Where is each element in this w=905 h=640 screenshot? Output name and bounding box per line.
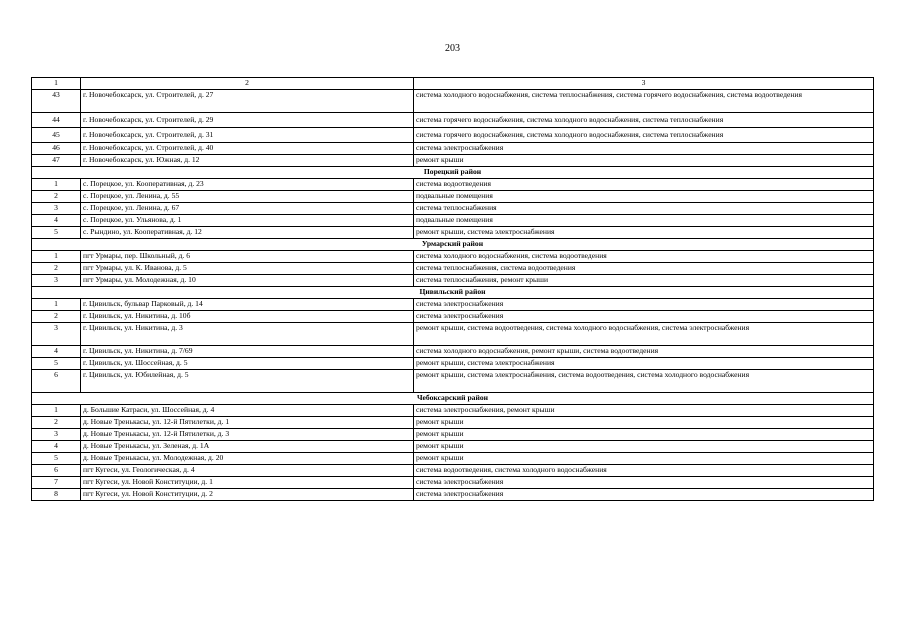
- row-address: г. Новочебоксарск, ул. Строителей, д. 31: [81, 128, 414, 143]
- row-works: система горячего водоснабжения, система холодного водоснабжения, система теплоснабжения: [414, 113, 874, 128]
- row-number: 4: [32, 346, 81, 358]
- table-row: [32, 191, 874, 203]
- row-address: с. Порецкое, ул. Ленина, д. 55: [81, 191, 414, 203]
- table-row: [32, 263, 874, 275]
- row-address: пгт Кугеси, ул. Новой Конституции, д. 1: [81, 477, 414, 489]
- row-works: ремонт крыши, система электроснабжения: [414, 358, 874, 370]
- row-works: система электроснабжения: [414, 299, 874, 311]
- section-title: Чебоксарский район: [32, 393, 874, 405]
- row-works: система электроснабжения, ремонт крыши: [414, 405, 874, 417]
- row-address: г. Цивильск, бульвар Парковый, д. 14: [81, 299, 414, 311]
- row-number: 6: [32, 465, 81, 477]
- row-address: г. Цивильск, ул. Никитина, д. 10б: [81, 311, 414, 323]
- row-works: система теплоснабжения, система водоотведения: [414, 263, 874, 275]
- row-address: с. Порецкое, ул. Ульянова, д. 1: [81, 215, 414, 227]
- table-row: [32, 275, 874, 287]
- row-works: ремонт крыши, система водоотведения, система холодного водоснабжения, система электроснабжения: [414, 323, 874, 346]
- section-title: Урмарский район: [32, 239, 874, 251]
- row-address: г. Цивильск, ул. Никитина, д. 3: [81, 323, 414, 346]
- row-address: д. Новые Тренькасы, ул. 12-й Пятилетки, д. 1: [81, 417, 414, 429]
- table-row: [32, 465, 874, 477]
- table-header-row: [32, 78, 874, 90]
- row-works: система теплоснабжения, ремонт крыши: [414, 275, 874, 287]
- row-works: система теплоснабжения: [414, 203, 874, 215]
- row-works: ремонт крыши, система электроснабжения, система водоотведения, система холодного водоснабжения: [414, 370, 874, 393]
- row-works: система холодного водоснабжения, система теплоснабжения, система горячего водоснабжения, система водоотведения: [414, 90, 874, 113]
- table-row: [32, 405, 874, 417]
- row-works: ремонт крыши: [414, 441, 874, 453]
- row-works: ремонт крыши: [414, 155, 874, 167]
- row-works: система холодного водоснабжения, система водоотведения: [414, 251, 874, 263]
- row-number: 3: [32, 429, 81, 441]
- row-works: система водоотведения: [414, 179, 874, 191]
- section-header-row: [32, 287, 874, 299]
- row-works: система электроснабжения: [414, 143, 874, 155]
- table-row: [32, 311, 874, 323]
- row-address: д. Новые Тренькасы, ул. Зеленая, д. 1А: [81, 441, 414, 453]
- row-address: д. Большие Катраси, ул. Шоссейная, д. 4: [81, 405, 414, 417]
- row-address: г. Новочебоксарск, ул. Строителей, д. 27: [81, 90, 414, 113]
- table-row: [32, 441, 874, 453]
- column-header: 3: [414, 78, 874, 90]
- row-address: г. Новочебоксарск, ул. Строителей, д. 40: [81, 143, 414, 155]
- row-number: 1: [32, 299, 81, 311]
- page-number: 203: [445, 43, 460, 54]
- table-row: [32, 370, 874, 393]
- row-address: г. Цивильск, ул. Юбилейная, д. 5: [81, 370, 414, 393]
- row-number: 3: [32, 203, 81, 215]
- row-number: 5: [32, 453, 81, 465]
- row-address: д. Новые Тренькасы, ул. 12-й Пятилетки, д. 3: [81, 429, 414, 441]
- registry-table: [31, 77, 874, 501]
- section-title: Цивильский район: [32, 287, 874, 299]
- section-header-row: [32, 167, 874, 179]
- row-works: ремонт крыши: [414, 417, 874, 429]
- row-address: с. Порецкое, ул. Ленина, д. 67: [81, 203, 414, 215]
- row-works: система горячего водоснабжения, система холодного водоснабжения, система теплоснабжения: [414, 128, 874, 143]
- row-number: 1: [32, 179, 81, 191]
- column-header: 1: [32, 78, 81, 90]
- row-works: система электроснабжения: [414, 489, 874, 501]
- row-number: 4: [32, 441, 81, 453]
- row-number: 6: [32, 370, 81, 393]
- row-address: с. Рындино, ул. Кооперативная, д. 12: [81, 227, 414, 239]
- table-row: [32, 203, 874, 215]
- row-number: 2: [32, 417, 81, 429]
- row-number: 2: [32, 263, 81, 275]
- row-address: пгт Урмары, ул. Молодежная, д. 10: [81, 275, 414, 287]
- row-address: д. Новые Тренькасы, ул. Молодежная, д. 20: [81, 453, 414, 465]
- row-works: система водоотведения, система холодного водоснабжения: [414, 465, 874, 477]
- row-number: 46: [32, 143, 81, 155]
- table-row: [32, 113, 874, 128]
- table-row: [32, 429, 874, 441]
- row-works: подвальные помещения: [414, 191, 874, 203]
- row-address: пгт Урмары, пер. Школьный, д. 6: [81, 251, 414, 263]
- row-address: с. Порецкое, ул. Кооперативная, д. 23: [81, 179, 414, 191]
- row-address: пгт Кугеси, ул. Геологическая, д. 4: [81, 465, 414, 477]
- table-row: [32, 358, 874, 370]
- row-number: 2: [32, 311, 81, 323]
- row-address: пгт Урмары, ул. К. Иванова, д. 5: [81, 263, 414, 275]
- row-works: ремонт крыши: [414, 429, 874, 441]
- row-works: ремонт крыши: [414, 453, 874, 465]
- row-number: 5: [32, 358, 81, 370]
- section-header-row: [32, 239, 874, 251]
- row-number: 1: [32, 405, 81, 417]
- table-row: [32, 299, 874, 311]
- table-row: [32, 346, 874, 358]
- row-number: 45: [32, 128, 81, 143]
- row-number: 3: [32, 323, 81, 346]
- row-address: пгт Кугеси, ул. Новой Конституции, д. 2: [81, 489, 414, 501]
- row-number: 7: [32, 477, 81, 489]
- section-header-row: [32, 393, 874, 405]
- row-number: 4: [32, 215, 81, 227]
- row-address: г. Цивильск, ул. Никитина, д. 7/69: [81, 346, 414, 358]
- row-number: 1: [32, 251, 81, 263]
- table-row: [32, 453, 874, 465]
- table-row: [32, 143, 874, 155]
- table-row: [32, 477, 874, 489]
- row-number: 47: [32, 155, 81, 167]
- table-row: [32, 417, 874, 429]
- table-row: [32, 251, 874, 263]
- row-works: система электроснабжения: [414, 311, 874, 323]
- table-row: [32, 323, 874, 346]
- table-row: [32, 215, 874, 227]
- row-number: 44: [32, 113, 81, 128]
- section-title: Порецкий район: [32, 167, 874, 179]
- row-address: г. Новочебоксарск, ул. Строителей, д. 29: [81, 113, 414, 128]
- row-works: подвальные помещения: [414, 215, 874, 227]
- row-number: 8: [32, 489, 81, 501]
- table-row: [32, 90, 874, 113]
- table-row: [32, 128, 874, 143]
- row-number: 5: [32, 227, 81, 239]
- row-works: система холодного водоснабжения, ремонт крыши, система водоотведения: [414, 346, 874, 358]
- row-address: г. Цивильск, ул. Шоссейная, д. 5: [81, 358, 414, 370]
- row-works: система электроснабжения: [414, 477, 874, 489]
- row-works: ремонт крыши, система электроснабжения: [414, 227, 874, 239]
- row-number: 2: [32, 191, 81, 203]
- table-row: [32, 155, 874, 167]
- row-number: 3: [32, 275, 81, 287]
- table-row: [32, 179, 874, 191]
- row-address: г. Новочебоксарск, ул. Южная, д. 12: [81, 155, 414, 167]
- table-row: [32, 489, 874, 501]
- row-number: 43: [32, 90, 81, 113]
- table-row: [32, 227, 874, 239]
- column-header: 2: [81, 78, 414, 90]
